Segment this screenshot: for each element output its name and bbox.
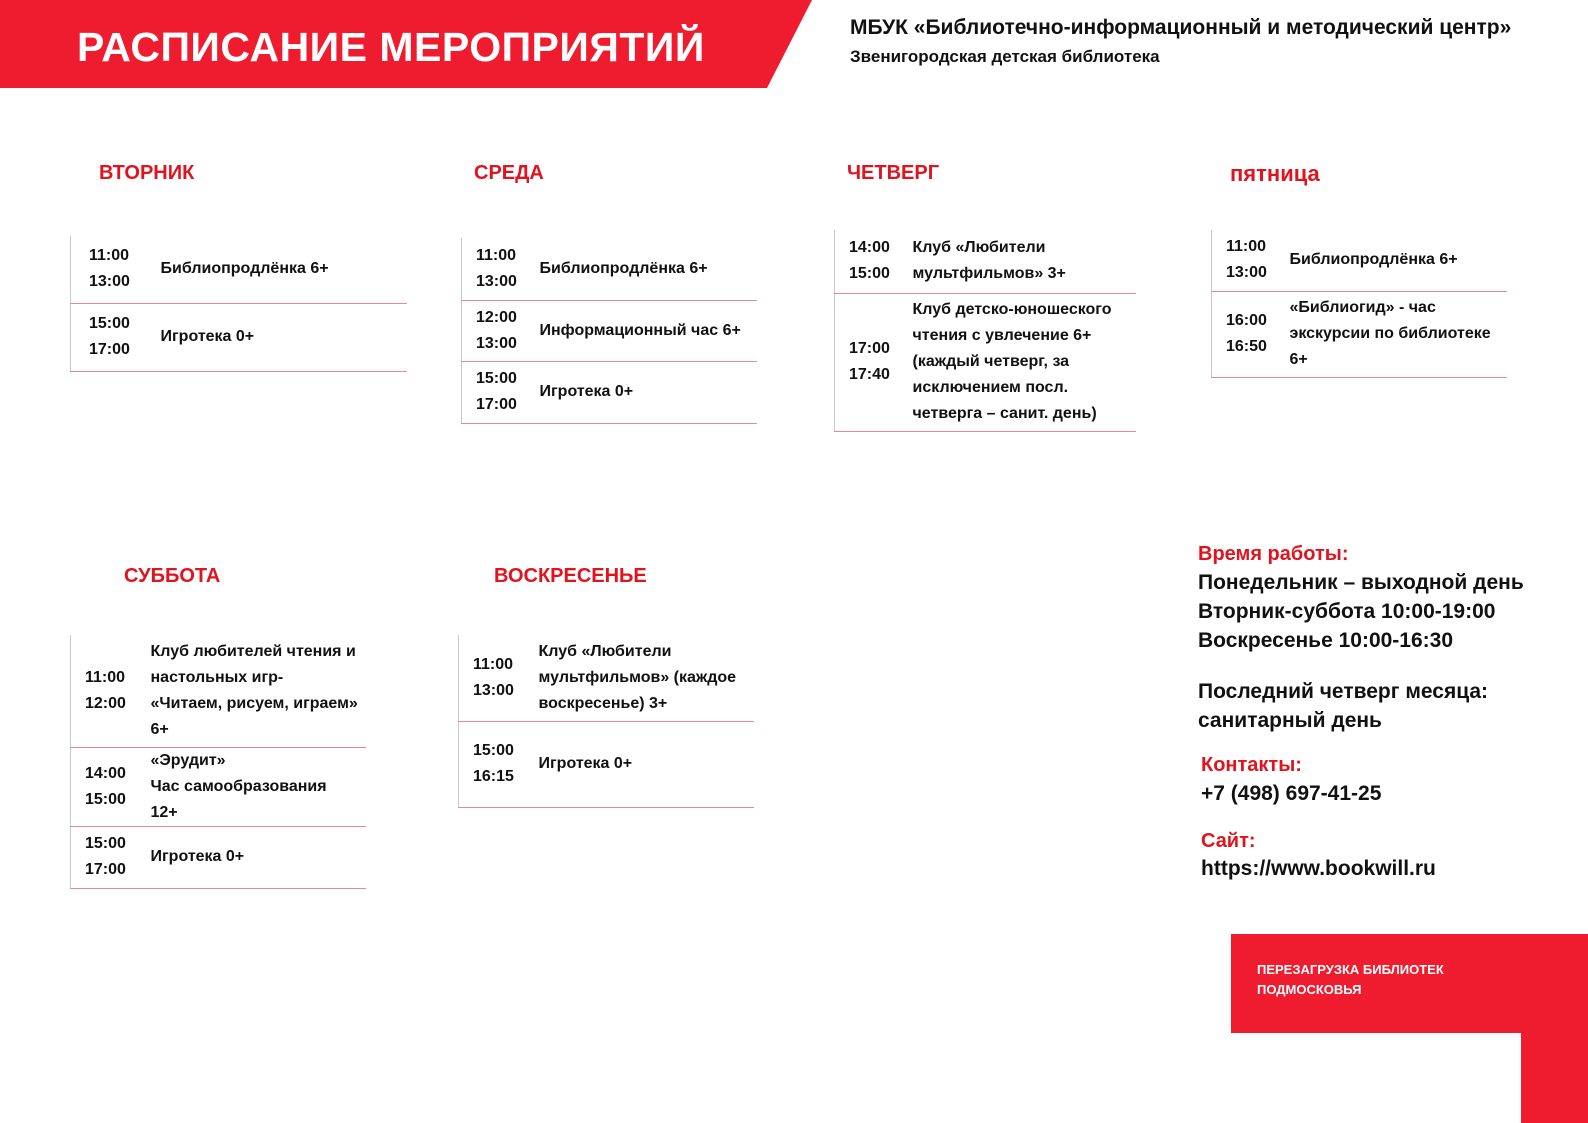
- schedule-row: [459, 721, 755, 807]
- event-time: 17:00 17:40: [849, 340, 890, 383]
- schedule-table-saturday: [70, 635, 366, 889]
- page-title: РАСПИСАНИЕ МЕРОПРИЯТИЙ: [77, 24, 705, 70]
- phone-number: +7 (498) 697-41-25: [1201, 782, 1382, 805]
- event-title: «Библиогид» - час экскурсии по библиотеке 6+: [1289, 299, 1491, 368]
- event-time: 14:00 15:00: [85, 764, 126, 808]
- sanitary-day-line: санитарный день: [1198, 709, 1382, 732]
- contacts-heading: Контакты:: [1201, 754, 1302, 776]
- event-title: Информационный час 6+: [539, 321, 741, 339]
- event-time: 15:00 17:00: [89, 315, 130, 358]
- schedule-row: [835, 230, 1137, 293]
- day-heading-thursday: ЧЕТВЕРГ: [847, 162, 940, 184]
- working-hours-line: Воскресенье 10:00-16:30: [1198, 629, 1454, 652]
- schedule-row: [1212, 230, 1508, 291]
- schedule-row: [835, 293, 1137, 431]
- event-title: Игротека 0+: [150, 848, 245, 865]
- working-hours-heading: Время работы:: [1198, 543, 1349, 565]
- schedule-table-wednesday: [461, 238, 757, 424]
- organization-name: МБУК «Библиотечно-информационный и методический центр»: [850, 16, 1512, 39]
- working-hours-line: Понедельник – выходной день: [1198, 571, 1524, 594]
- day-heading-tuesday: ВТОРНИК: [99, 162, 195, 184]
- schedule-row: [71, 236, 408, 303]
- event-title: Библиопродлёнка 6+: [160, 260, 329, 278]
- event-title: Игротека 0+: [539, 383, 634, 400]
- day-heading-wednesday: СРЕДА: [474, 162, 544, 184]
- schedule-row: [462, 361, 758, 423]
- schedule-row: [459, 635, 755, 721]
- event-time: 11:00 13:00: [476, 246, 517, 290]
- event-time: 12:00 13:00: [476, 308, 517, 352]
- day-heading-friday: пятница: [1230, 161, 1320, 186]
- event-title: Клуб «Любители мультфильмов» (каждое воскресенье) 3+: [538, 642, 737, 712]
- schedule-row: [71, 747, 367, 826]
- event-title: Игротека 0+: [160, 328, 255, 345]
- schedule-row: [462, 238, 758, 300]
- schedule-row: [71, 826, 367, 888]
- event-time: 11:00 12:00: [85, 668, 126, 712]
- schedule-row: [71, 303, 408, 371]
- working-hours-line: Вторник-суббота 10:00-19:00: [1198, 600, 1496, 623]
- event-title: Игротека 0+: [538, 755, 633, 772]
- event-title: Библиопродлёнка 6+: [1289, 251, 1458, 269]
- event-time: 15:00 17:00: [476, 370, 517, 413]
- sanitary-day-line: Последний четверг месяца:: [1198, 680, 1489, 703]
- schedule-table-thursday: [834, 230, 1136, 432]
- event-title: Библиопродлёнка 6+: [539, 259, 708, 277]
- site-url: https://www.bookwill.ru: [1201, 857, 1436, 880]
- schedule-table-sunday: [458, 635, 754, 808]
- event-time: 11:00 13:00: [1226, 238, 1267, 282]
- schedule-row: [462, 300, 758, 361]
- event-title: Клуб «Любители мультфильмов» 3+: [912, 239, 1066, 283]
- library-name: Звенигородская детская библиотека: [850, 47, 1160, 66]
- event-title: Клуб детско-юношеского чтения с увлечение 6+ (каждый четверг, за исключением посл. четверга – санит. день): [912, 301, 1112, 422]
- event-time: 15:00 17:00: [85, 835, 126, 878]
- schedule-table-friday: [1211, 230, 1507, 378]
- bottom-banner-text: ПЕРЕЗАГРУЗКА БИБЛИОТЕК ПОДМОСКОВЬЯ: [1257, 962, 1444, 997]
- event-time: 11:00 13:00: [473, 655, 514, 699]
- schedule-row: [1212, 291, 1508, 377]
- schedule-row: [71, 635, 367, 747]
- site-heading: Сайт:: [1201, 830, 1256, 852]
- event-title: «Эрудит» Час самообразования 12+: [150, 751, 327, 821]
- day-heading-saturday: СУББОТА: [124, 565, 221, 587]
- event-title: Клуб любителей чтения и настольных игр- «Читаем, рисуем, играем» 6+: [150, 642, 358, 738]
- event-time: 15:00 16:15: [473, 742, 514, 785]
- event-time: 16:00 16:50: [1226, 312, 1267, 355]
- event-time: 11:00 13:00: [89, 247, 130, 291]
- event-time: 14:00 15:00: [849, 239, 890, 283]
- day-heading-sunday: ВОСКРЕСЕНЬЕ: [494, 565, 647, 587]
- schedule-table-tuesday: [70, 236, 407, 372]
